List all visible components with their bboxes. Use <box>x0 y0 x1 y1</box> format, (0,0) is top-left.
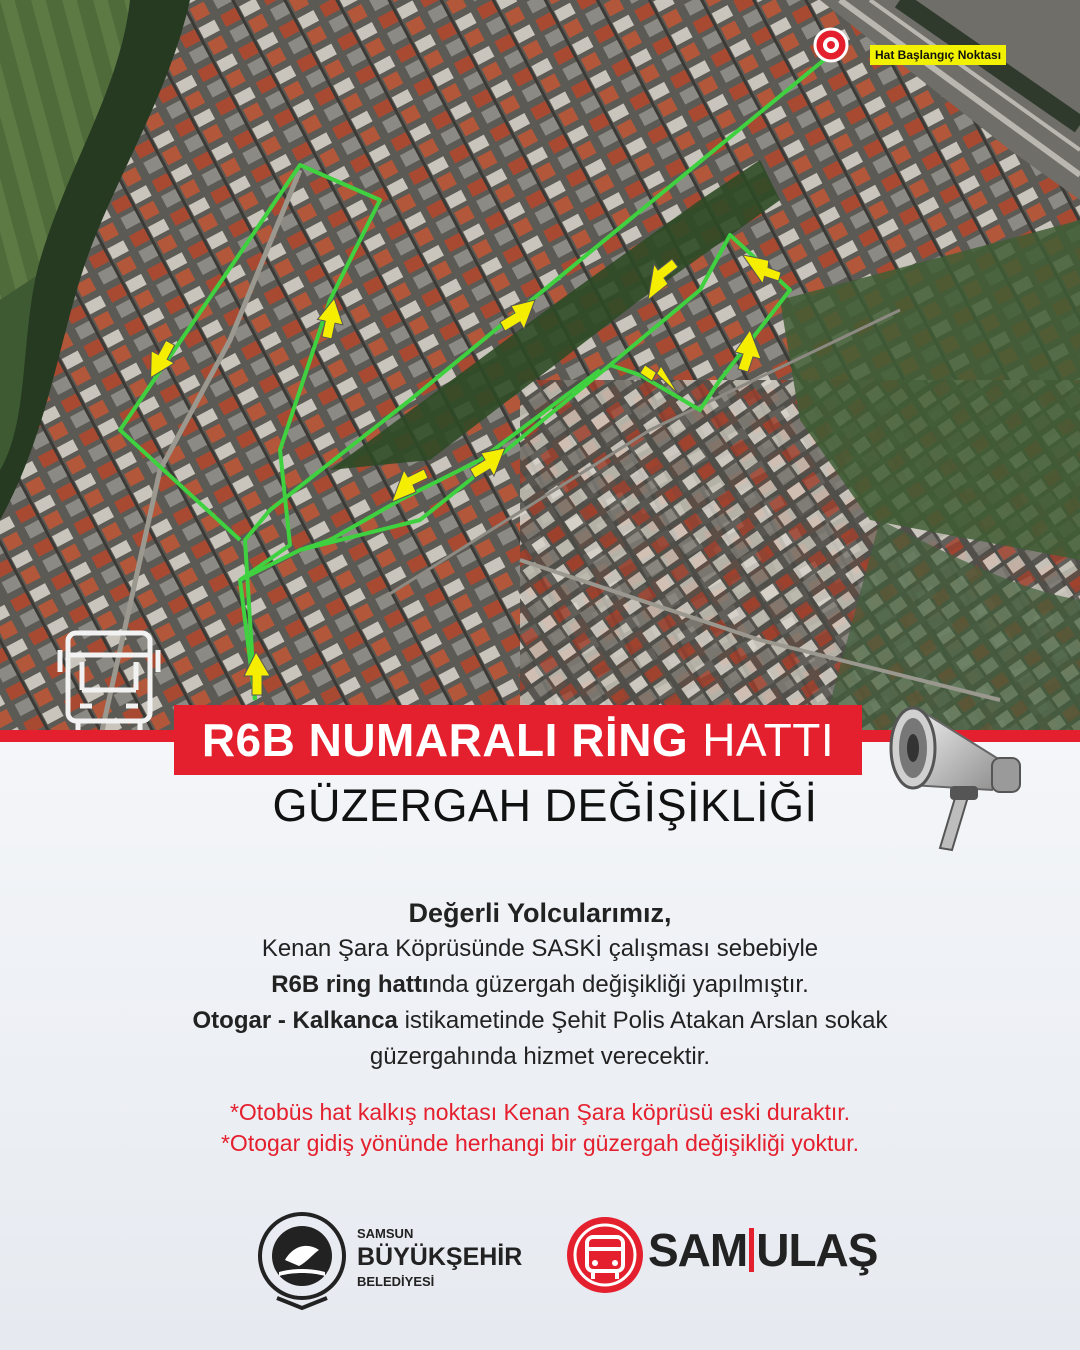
samsun-municipality-logo <box>255 1210 350 1310</box>
sbb-line-2: BÜYÜKŞEHİR <box>357 1243 523 1271</box>
title-banner <box>174 705 862 775</box>
samulas-left: SAM <box>648 1224 748 1276</box>
banner-title-bold: R6B NUMARALI RİNG <box>201 714 689 766</box>
announcement-text <box>60 895 1020 1075</box>
samulas-right: ULAŞ <box>756 1224 878 1276</box>
greeting: Değerli Yolcularımız, <box>408 898 672 928</box>
note-item: *Otogar gidiş yönünde herhangi bir güzergah değişikliği yoktur. <box>220 1130 859 1156</box>
route-marker-icon <box>815 29 847 61</box>
announcement-line-2 <box>60 967 1020 1003</box>
megaphone-icon <box>880 690 1030 860</box>
samsun-municipality-name <box>357 1227 522 1288</box>
notes <box>60 1097 1020 1159</box>
note-item: *Otobüs hat kalkış noktası Kenan Şara köprüsü eski duraktır. <box>229 1099 851 1125</box>
announcement-line-3-rest: istikametinde Şehit Polis Atakan Arslan sokak <box>397 1007 888 1034</box>
announcement-line-1: Kenan Şara Köprüsünde SASKİ çalışması sebebiyle <box>261 935 819 962</box>
announcement-line-3 <box>60 1003 1020 1039</box>
samulas-divider <box>749 1228 754 1272</box>
announcement-line-2-rest: nda güzergah değişikliği yapılmıştır. <box>428 971 809 998</box>
subtitle: GÜZERGAH DEĞİŞİKLİĞİ <box>272 780 818 831</box>
announcement-line-4: güzergahında hizmet verecektir. <box>369 1043 711 1070</box>
route-name: R6B ring hattı <box>271 971 429 998</box>
start-point-label: Hat Başlangıç Noktası <box>870 45 1006 65</box>
direction-name: Otogar - Kalkanca <box>192 1007 398 1034</box>
sbb-line-3: BELEDİYESİ <box>357 1274 435 1289</box>
samulas-logo-icon <box>565 1215 645 1295</box>
sbb-line-1: SAMSUN <box>357 1226 414 1241</box>
samulas-wordmark <box>648 1223 877 1277</box>
banner-title-light: HATTI <box>702 714 835 766</box>
